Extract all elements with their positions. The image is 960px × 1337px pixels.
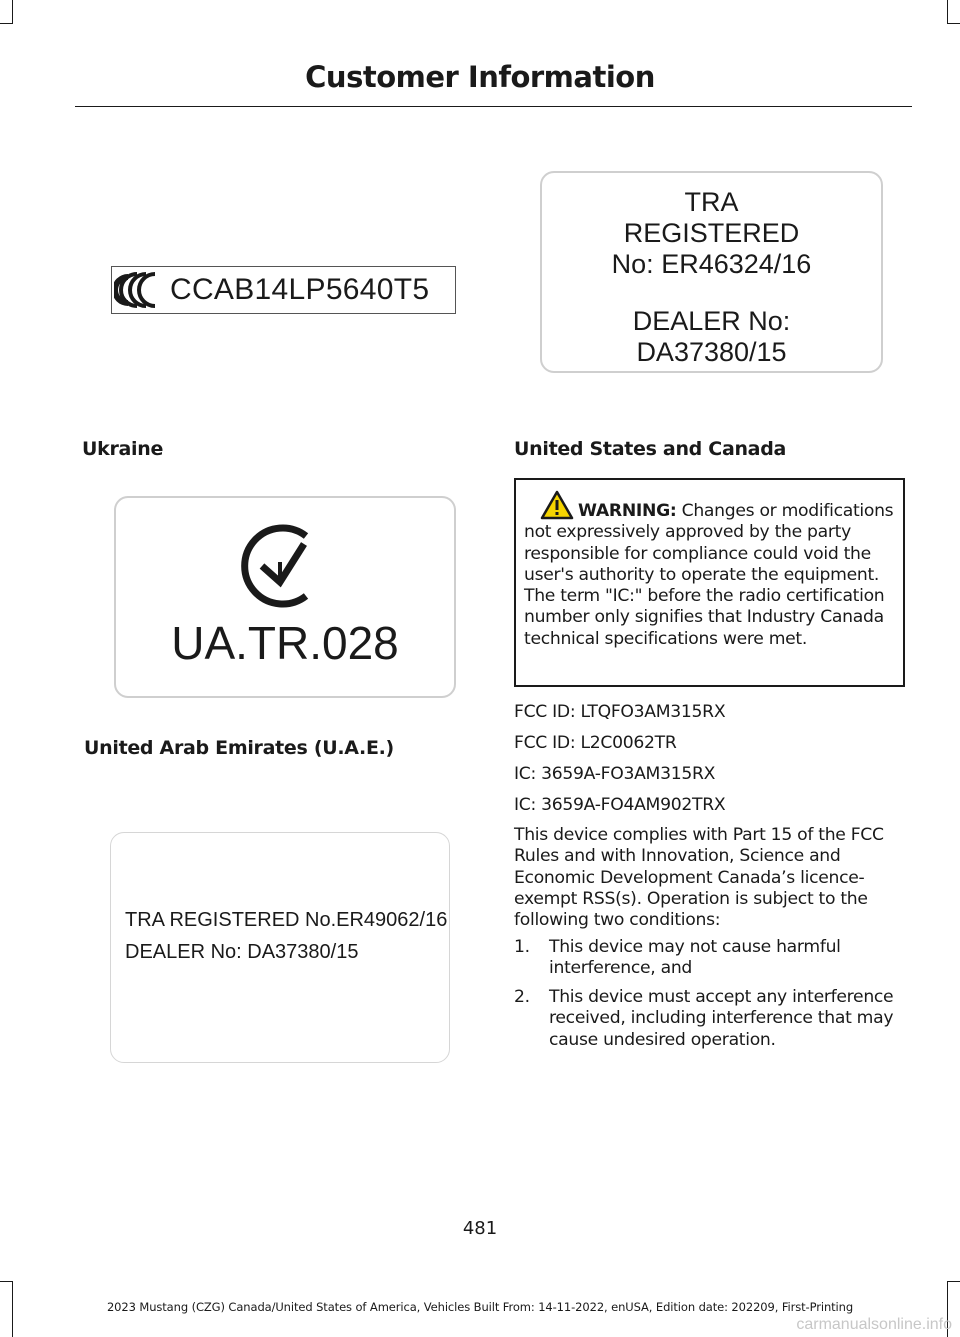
list-item	[514, 937, 909, 980]
watermark: carmanualsonline.info	[796, 1316, 952, 1333]
ic-id-1: IC: 3659A-FO3AM315RX	[514, 764, 716, 784]
list-text: This device must accept any interference received, including interference that may cause undesired operation.	[549, 987, 894, 1050]
crop-mark-top-left	[12, 0, 13, 24]
ncc-logo-icon	[114, 270, 164, 310]
tra-line: DA37380/15	[636, 337, 787, 367]
ukraine-certification-label	[114, 496, 456, 698]
crop-mark-bottom-right	[947, 1281, 960, 1282]
tra-line: No: ER46324/16	[611, 249, 812, 279]
crop-mark-top-left	[0, 23, 13, 24]
list-number: 2.	[514, 987, 530, 1007]
list-text: This device may not cause harmful interference, and	[549, 937, 841, 979]
ukraine-conformity-mark-icon	[234, 518, 324, 614]
ic-id-2: IC: 3659A-FO4AM902TRX	[514, 795, 726, 815]
list-number: 1.	[514, 937, 530, 957]
tra-line: TRA	[684, 187, 739, 217]
page-number: 481	[462, 1218, 498, 1239]
fcc-id-2: FCC ID: L2C0062TR	[514, 733, 677, 753]
header-divider	[75, 106, 912, 107]
ncc-certification-label	[111, 266, 456, 314]
compliance-paragraph: This device complies with Part 15 of the FCC Rules and with Innovation, Science and Economic Development Canada’s licence-exempt RSS(s). Operation is subject to the following two conditions:	[514, 825, 884, 931]
list-item	[514, 987, 909, 1051]
tra-registration-label	[540, 171, 883, 373]
warning-triangle-icon	[540, 490, 574, 520]
page-title: Customer Information	[305, 60, 655, 94]
uae-certification-label	[110, 832, 450, 1063]
uae-tra-line: TRA REGISTERED No.ER49062/16	[125, 909, 448, 931]
crop-mark-top-right	[947, 0, 948, 24]
ukraine-code: UA.TR.028	[171, 617, 399, 669]
warning-lead: WARNING:	[578, 501, 677, 521]
uae-dealer-line: DEALER No: DA37380/15	[125, 941, 359, 963]
ncc-code: CCAB14LP5640T5	[170, 273, 430, 306]
crop-mark-bottom-left	[0, 1281, 13, 1282]
crop-mark-top-right	[947, 23, 960, 24]
edition-footer: 2023 Mustang (CZG) Canada/United States of America, Vehicles Built From: 14-11-2022, enUSA, Edition date: 202209, First-Printing	[106, 1300, 854, 1314]
section-heading-ukraine: Ukraine	[82, 438, 164, 460]
fcc-id-1: FCC ID: LTQFO3AM315RX	[514, 702, 726, 722]
section-heading-usa-canada: United States and Canada	[514, 438, 787, 460]
section-heading-uae: United Arab Emirates (U.A.E.)	[84, 737, 394, 759]
tra-line: DEALER No:	[632, 306, 791, 336]
warning-text: Changes or modifications not expressively approved by the party responsible for compliance could void the user's authority to operate the equipment. The term "IC:" before the radio certification number only signifies that Industry Canada technical specifications were met.	[524, 501, 894, 649]
warning-box	[514, 478, 905, 687]
tra-line: REGISTERED	[623, 218, 800, 248]
